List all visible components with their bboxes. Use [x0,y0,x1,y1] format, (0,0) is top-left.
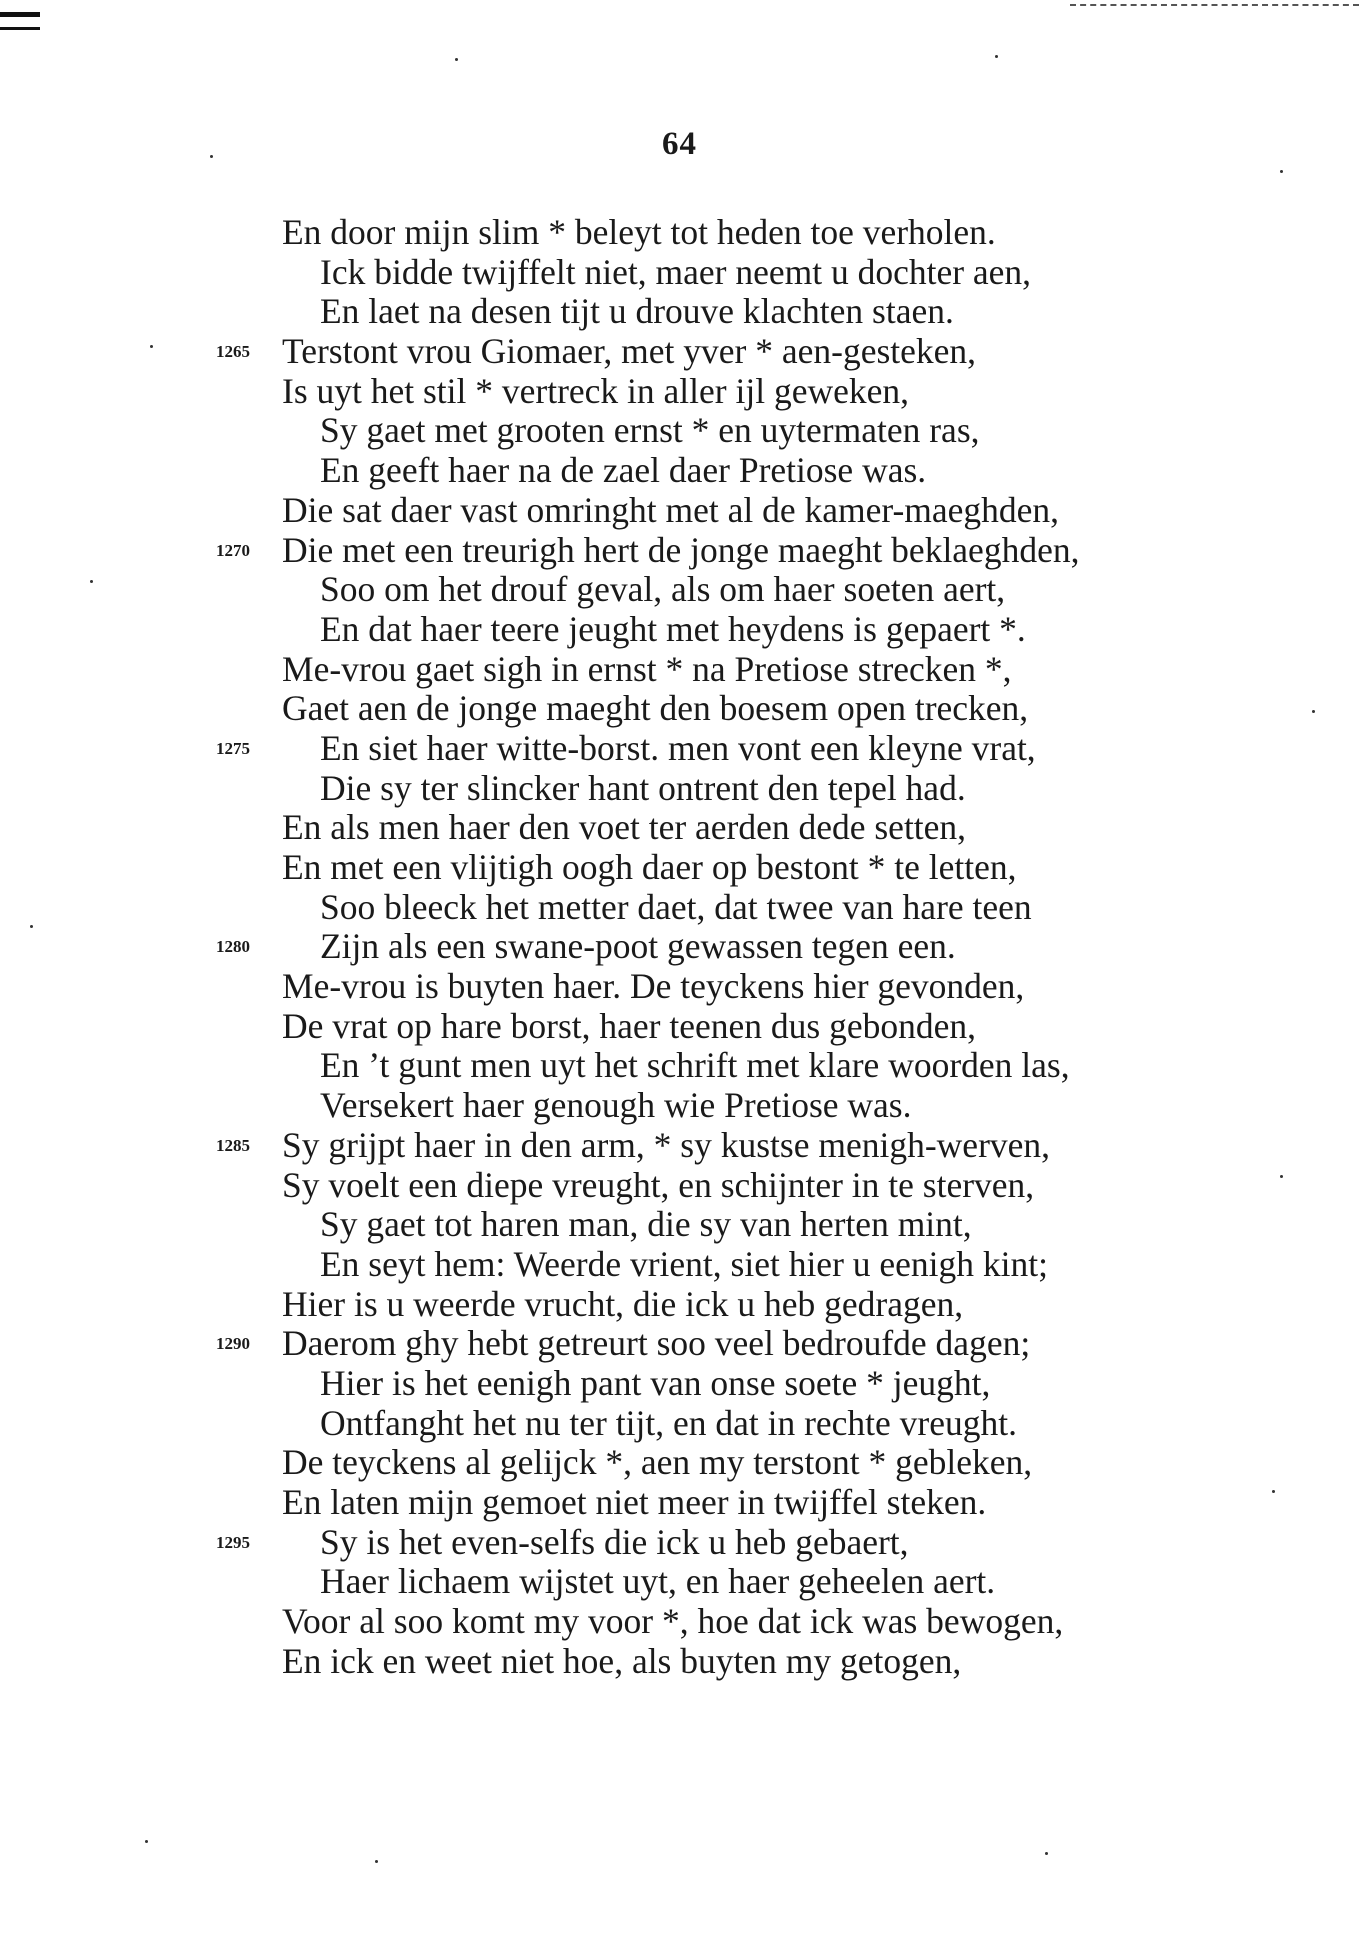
verse-text: Terstont vrou Giomaer, met yver * aen-gesteken, [282,331,977,372]
verse-line [0,1007,1359,1047]
verse-line [0,411,1359,451]
verse-text: Hier is het eenigh pant van onse soete * jeught, [320,1362,991,1403]
speck [210,155,213,158]
speck [150,345,153,348]
verse-text: De teyckens al gelijck *, aen my terstont * gebleken, [282,1442,1033,1483]
line-number: 1280 [216,937,250,957]
verse-line [0,888,1359,928]
verse-text: Daerom ghy hebt getreurt soo veel bedroufde dagen; [282,1323,1031,1364]
verse-text: Voor al soo komt my voor *, hoe dat ick was bewogen, [282,1601,1064,1642]
verse-line [0,729,1359,769]
page-number: 64 [662,126,697,162]
verse-line [0,1404,1359,1444]
verse-text: Sy gaet met grooten ernst * en uytermaten ras, [320,410,980,451]
verse-text: Sy gaet tot haren man, die sy van herten mint, [320,1204,972,1245]
corner-mark [0,12,40,30]
verse-text: Zijn als een swane-poot gewassen tegen een. [320,926,956,967]
verse-line [0,1205,1359,1245]
verse-line [0,1245,1359,1285]
verse-line [0,1046,1359,1086]
line-number: 1275 [216,738,250,758]
verse-text: En siet haer witte-borst. men vont een kleyne vrat, [320,727,1036,768]
verse-text: Soo om het drouf geval, als om haer soeten aert, [320,569,1006,610]
verse-text: En ick en weet niet hoe, als buyten my getogen, [282,1640,962,1681]
verse-text: En dat haer teere jeught met heydens is gepaert *. [320,608,1026,649]
verse-text: En laet na desen tijt u drouve klachten staen. [320,291,954,332]
verse-line [0,1523,1359,1563]
line-number: 1270 [216,540,250,560]
speck [1280,170,1283,173]
verse-line [0,808,1359,848]
verse-line [0,213,1359,253]
verse-line [0,1602,1359,1642]
verse-line [0,769,1359,809]
verse-line [0,927,1359,967]
verse-text: Ontfanght het nu ter tijt, en dat in rechte vreught. [320,1402,1017,1443]
top-rule [1070,4,1359,6]
line-number: 1295 [216,1532,250,1552]
verse-line [0,650,1359,690]
verse-text: Versekert haer genough wie Pretiose was. [320,1085,912,1126]
speck [90,580,93,583]
verse-text: Me-vrou gaet sigh in ernst * na Pretiose strecken *, [282,648,1012,689]
verse-text: Gaet aen de jonge maeght den boesem open trecken, [282,688,1029,729]
line-number: 1290 [216,1334,250,1354]
verse-text: En laten mijn gemoet niet meer in twijffel steken. [282,1482,987,1522]
verse-text: En als men haer den voet ter aerden dede setten, [282,807,967,848]
verse-line [0,253,1359,293]
verse-line [0,848,1359,888]
verse-line [0,372,1359,412]
verse-text: Die met een treurigh hert de jonge maeght beklaeghden, [282,529,1080,570]
speck [995,55,998,58]
line-number: 1265 [216,342,250,362]
verse-text: Die sy ter slincker hant ontrent den tepel had. [320,767,966,808]
speck [1312,710,1315,713]
verse-text: Ick bidde twijffelt niet, maer neemt u dochter aen, [320,251,1032,292]
speck [30,925,33,928]
verse-line [0,570,1359,610]
verse-line [0,967,1359,1007]
verse-text: De vrat op hare borst, haer teenen dus gebonden, [282,1005,976,1046]
verse-line [0,689,1359,729]
speck [1272,1490,1275,1493]
verse-block [0,213,1359,1681]
verse-line [0,1324,1359,1364]
verse-text: Soo bleeck het metter daet, dat twee van hare teen [320,886,1032,927]
speck [375,1860,378,1863]
verse-line [0,1483,1359,1523]
verse-line [0,332,1359,372]
verse-text: En seyt hem: Weerde vrient, siet hier u eenigh kint; [320,1243,1048,1284]
verse-text: En met een vlijtigh oogh daer op bestont * te letten, [282,847,1017,887]
verse-text: Sy voelt een diepe vreught, en schijnter in te sterven, [282,1164,1035,1205]
verse-text: En door mijn slim * beleyt tot heden toe verholen. [282,212,996,252]
speck [455,58,458,61]
line-number: 1285 [216,1135,250,1155]
verse-text: Me-vrou is buyten haer. De teyckens hier gevonden, [282,966,1025,1007]
speck [1045,1852,1048,1855]
verse-line [0,1562,1359,1602]
verse-line [0,292,1359,332]
verse-line [0,1285,1359,1325]
verse-line [0,1443,1359,1483]
verse-text: Hier is u weerde vrucht, die ick u heb gedragen, [282,1283,964,1324]
verse-line [0,1086,1359,1126]
verse-line [0,1642,1359,1682]
verse-line [0,531,1359,571]
verse-text: Is uyt het stil * vertreck in aller ijl geweken, [282,370,909,411]
speck [1280,1175,1283,1178]
verse-text: Die sat daer vast omringht met al de kamer-maeghden, [282,489,1060,530]
verse-line [0,1166,1359,1206]
verse-line [0,451,1359,491]
verse-text: Sy grijpt haer in den arm, * sy kustse menigh-werven, [282,1124,1051,1165]
speck [145,1840,148,1843]
verse-text: En ’t gunt men uyt het schrift met klare woorden las, [320,1045,1070,1086]
verse-line [0,610,1359,650]
verse-line [0,1126,1359,1166]
verse-line [0,491,1359,531]
verse-text: En geeft haer na de zael daer Pretiose was. [320,450,927,491]
verse-text: Sy is het even-selfs die ick u heb gebaert, [320,1521,909,1562]
verse-line [0,1364,1359,1404]
verse-text: Haer lichaem wijstet uyt, en haer geheelen aert. [320,1561,996,1602]
